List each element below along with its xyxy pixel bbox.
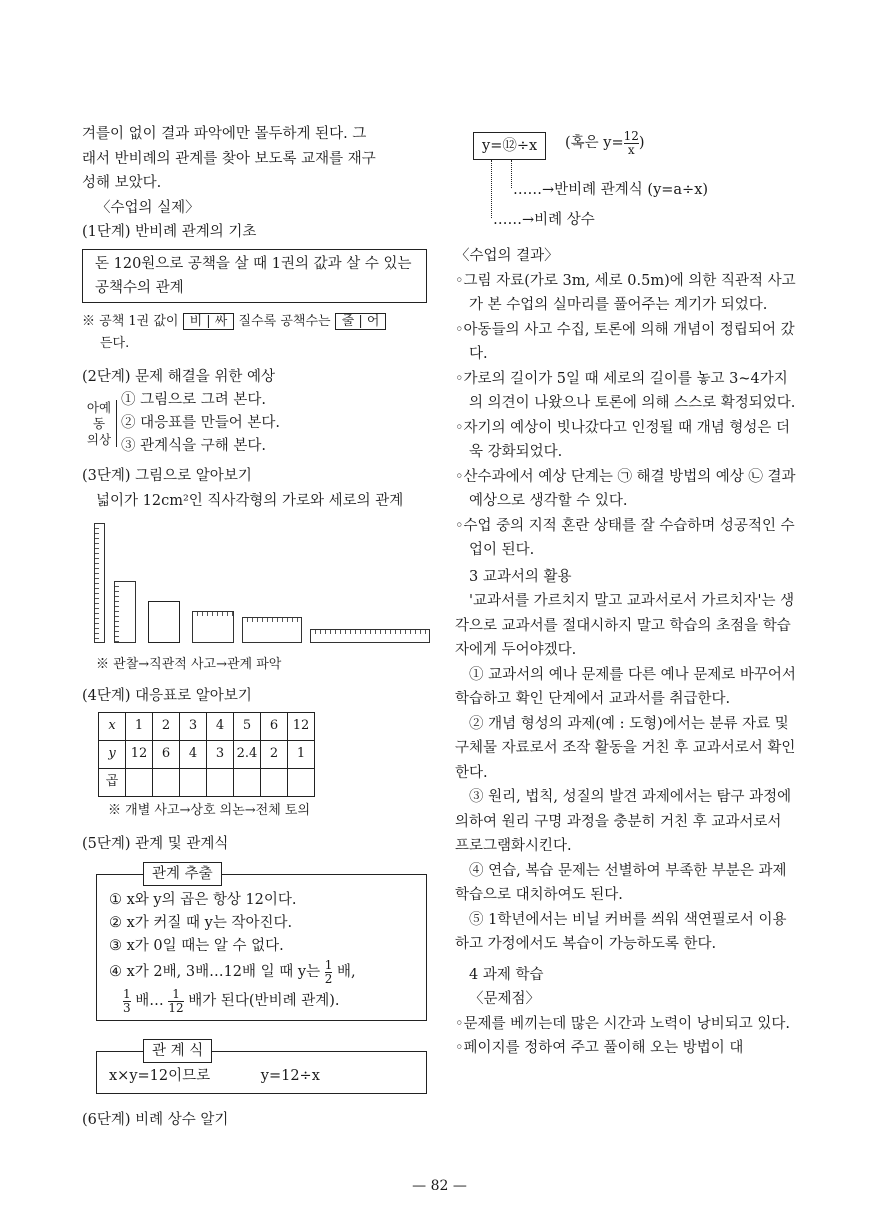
- formula-box: [96, 1043, 427, 1094]
- relation-item-4: [109, 958, 416, 986]
- arrow-constant: ……→비례 상수: [493, 212, 595, 228]
- table-cell: [261, 769, 288, 797]
- note1-pre: ※ 공책 1권 값이: [82, 313, 179, 329]
- result-heading: 〈수업의 결과〉: [455, 248, 559, 264]
- frac-den: 12: [168, 1000, 184, 1015]
- arrow-inverse: ……→반비례 관계식 (y=a÷x): [513, 182, 709, 198]
- step1-box: [82, 249, 427, 303]
- note4: ※ 개별 사고→상호 의논→전체 토의: [108, 803, 311, 818]
- section3-title: 3 교과서의 활용: [469, 568, 572, 585]
- note1-box2: 줄 | 어: [335, 313, 387, 330]
- eq-alt-post: ): [638, 135, 645, 151]
- step2-side-2: 동: [92, 415, 106, 431]
- page-number: — 82 —: [412, 1178, 467, 1194]
- relation-box: [96, 866, 427, 1021]
- practice-heading: 〈수업의 실제〉: [96, 199, 200, 216]
- table-row: [99, 741, 315, 769]
- rect-4x3: [192, 611, 234, 643]
- section3-item: ④ 연습, 복습 문제는 선별하여 부족한 부분은 과제 학습으로 대치하여도 된다.: [455, 862, 787, 903]
- table-cell: [180, 769, 207, 797]
- rect-3x4: [148, 601, 180, 643]
- step4-title: (4단계) 대응표로 알아보기: [82, 687, 252, 704]
- table-cell: [126, 769, 153, 797]
- left-column: [82, 0, 427, 1132]
- note1-tail: 든다.: [100, 335, 130, 351]
- formula-b: y=12÷x: [260, 1068, 320, 1084]
- table-cell: 4: [180, 741, 207, 769]
- rectangle-illustration: [82, 523, 427, 653]
- table-cell: [153, 769, 180, 797]
- equation-alt: [565, 128, 645, 158]
- table-cell: [288, 769, 315, 797]
- eq-alt-pre: (혹은 y=: [565, 135, 624, 151]
- frac-num: 1: [324, 957, 333, 972]
- table-cell: [207, 769, 234, 797]
- table-row: [99, 713, 315, 741]
- table-cell: y: [99, 741, 126, 769]
- formula-a: x×y=12이므로: [109, 1068, 211, 1084]
- rect-12x1: [310, 629, 430, 643]
- frac-third: [123, 988, 131, 1015]
- section3-paragraph: '교과서를 가르치지 말고 교과서로서 가르치자'는 생각으로 교과서를 절대시하지 말고 학습의 초점을 학습자에게 두어야겠다.: [455, 593, 795, 658]
- step1-box-text: 돈 120원으로 공책을 살 때 1권의 값과 살 수 있는 공책수의 관계: [95, 255, 412, 296]
- step2-item: ② 대응표를 만들어 본다.: [121, 415, 280, 431]
- table-cell: 12: [126, 741, 153, 769]
- relation-item-4-cont: [109, 986, 416, 1016]
- table-cell: 2: [261, 741, 288, 769]
- table-cell: 5: [234, 713, 261, 741]
- problem-heading: 〈문제점〉: [469, 991, 541, 1007]
- result-item: ◦수업 중의 지적 혼란 상태를 잘 수습하며 성공적인 수업이 된다.: [455, 517, 795, 558]
- result-item: ◦산수과에서 예상 단계는 ㉠ 해결 방법의 예상 ㉡ 결과 예상으로 생각할 수 있다.: [455, 468, 796, 509]
- relation-item: ② x가 커질 때 y는 작아진다.: [109, 915, 293, 931]
- correspondence-table: [98, 712, 315, 797]
- equation-block: [455, 124, 800, 236]
- table-row: [99, 769, 315, 797]
- relation-item4-d: 배가 된다(반비례 관계).: [188, 993, 340, 1009]
- table-cell: 4: [207, 713, 234, 741]
- frac-den: x: [627, 142, 635, 157]
- frac-twelfth: [168, 988, 183, 1015]
- section3-item: ⑤ 1학년에서는 비닐 커버를 씌워 색연필로서 이용하고 가정에서도 복습이 가능하도록 한다.: [455, 911, 787, 952]
- rect-2x6: [114, 581, 136, 643]
- step2-block: [82, 389, 427, 458]
- step2-item: ③ 관계식을 구해 본다.: [121, 438, 266, 454]
- frac-half: [325, 959, 333, 986]
- table-cell: 12: [288, 713, 315, 741]
- section3-item: ② 개념 형성의 과제(예 : 도형)에서는 분류 자료 및 구체물 자료로서 조작 활동을 거친 후 교과서로서 확인한다.: [455, 715, 796, 781]
- note1-box1: 비 | 싸: [183, 313, 235, 330]
- problem-item: ◦문제를 베끼는데 많은 시간과 노력이 낭비되고 있다.: [455, 1015, 790, 1032]
- table-cell: 1: [126, 713, 153, 741]
- section3-item: ① 교과서의 예나 문제를 다른 예나 문제로 바꾸어서 학습하고 확인 단계에서 교과서를 취급한다.: [455, 666, 796, 707]
- relation-item: ① x와 y의 곱은 항상 12이다.: [109, 892, 297, 908]
- section3-item: ③ 원리, 법칙, 성질의 발견 과제에서는 탐구 과정에 의하여 원리 구명 과정을 충분히 거친 후 교과서로서 프로그램화시킨다.: [455, 789, 792, 854]
- table-cell: 6: [261, 713, 288, 741]
- frac-num: 12: [623, 128, 639, 143]
- section4-title: 4 과제 학습: [469, 966, 544, 983]
- frac-den: 2: [324, 971, 333, 986]
- problem-item: ◦페이지를 정하여 주고 풀이해 오는 방법이 대: [455, 1040, 744, 1056]
- result-item: ◦그림 자료(가로 3m, 세로 0.5m)에 의한 직관적 사고가 본 수업의 실마리를 풀어주는 계기가 되었다.: [455, 272, 796, 313]
- result-item: ◦가로의 길이가 5일 때 세로의 길이를 놓고 3~4가지의 의견이 나왔으나 토론에 의해 스스로 확정되었다.: [455, 370, 796, 411]
- table-cell: 2.4: [234, 741, 261, 769]
- step2-side-1: 아예: [86, 399, 112, 415]
- table-cell: [234, 769, 261, 797]
- intro-line: 겨를이 없이 결과 파악에만 몰두하게 된다. 그: [82, 126, 367, 142]
- table-cell: 2: [153, 713, 180, 741]
- formula-legend: 관 계 식: [143, 1039, 212, 1063]
- right-column: [455, 0, 800, 1061]
- frac-num: 1: [123, 986, 131, 1001]
- table-cell: 3: [207, 741, 234, 769]
- step1-title: (1단계) 반비례 관계의 기초: [82, 224, 257, 240]
- step2-title: (2단계) 문제 해결을 위한 예상: [82, 368, 276, 385]
- intro-line: 래서 반비례의 관계를 찾아 보도록 교재를 재구: [82, 150, 376, 167]
- frac-num: 1: [168, 988, 183, 1002]
- relation-item4-c: 배…: [135, 993, 164, 1009]
- table-cell: 곱: [99, 769, 126, 797]
- step3-title: (3단계) 그림으로 알아보기: [82, 468, 252, 484]
- relation-item4-a: ④ x가 2배, 3배…12배 일 때 y는: [109, 964, 321, 980]
- relation-item: ③ x가 0일 때는 알 수 없다.: [109, 938, 284, 954]
- result-item: ◦자기의 예상이 빗나갔다고 인정될 때 개념 형성은 더욱 강화되었다.: [455, 419, 790, 460]
- result-item: ◦아동들의 사고 수집, 토론에 의해 개념이 정립되어 갔다.: [455, 321, 795, 362]
- note3: ※ 관찰→직관적 사고→관계 파악: [96, 657, 282, 672]
- step3-text: 넓이가 12cm²인 직사각형의 가로와 세로의 관계: [96, 492, 404, 509]
- table-cell: 1: [288, 741, 315, 769]
- step2-side-3: 의상: [86, 431, 112, 447]
- step2-side: [82, 400, 116, 448]
- equation-box: y=⑫÷x: [473, 132, 546, 160]
- intro-line: 성해 보았다.: [82, 175, 162, 191]
- step2-item: ① 그림으로 그려 본다.: [121, 392, 266, 408]
- rect-1x12: [94, 523, 105, 643]
- eq-frac: [624, 130, 639, 157]
- relation-legend: 관계 추출: [143, 862, 222, 886]
- table-cell: 3: [180, 713, 207, 741]
- frac-den: 3: [123, 1000, 131, 1015]
- relation-item4-b: 배,: [336, 964, 356, 980]
- note1: [82, 311, 427, 333]
- table-cell: x: [99, 713, 126, 741]
- step5-title: (5단계) 관계 및 관계식: [82, 835, 229, 852]
- step6-title: (6단계) 비례 상수 알기: [82, 1111, 229, 1128]
- step2-bracket: [116, 392, 280, 454]
- table-cell: 6: [153, 741, 180, 769]
- note1-mid: 질수록 공책수는: [238, 313, 331, 329]
- rect-6x2: [242, 617, 302, 643]
